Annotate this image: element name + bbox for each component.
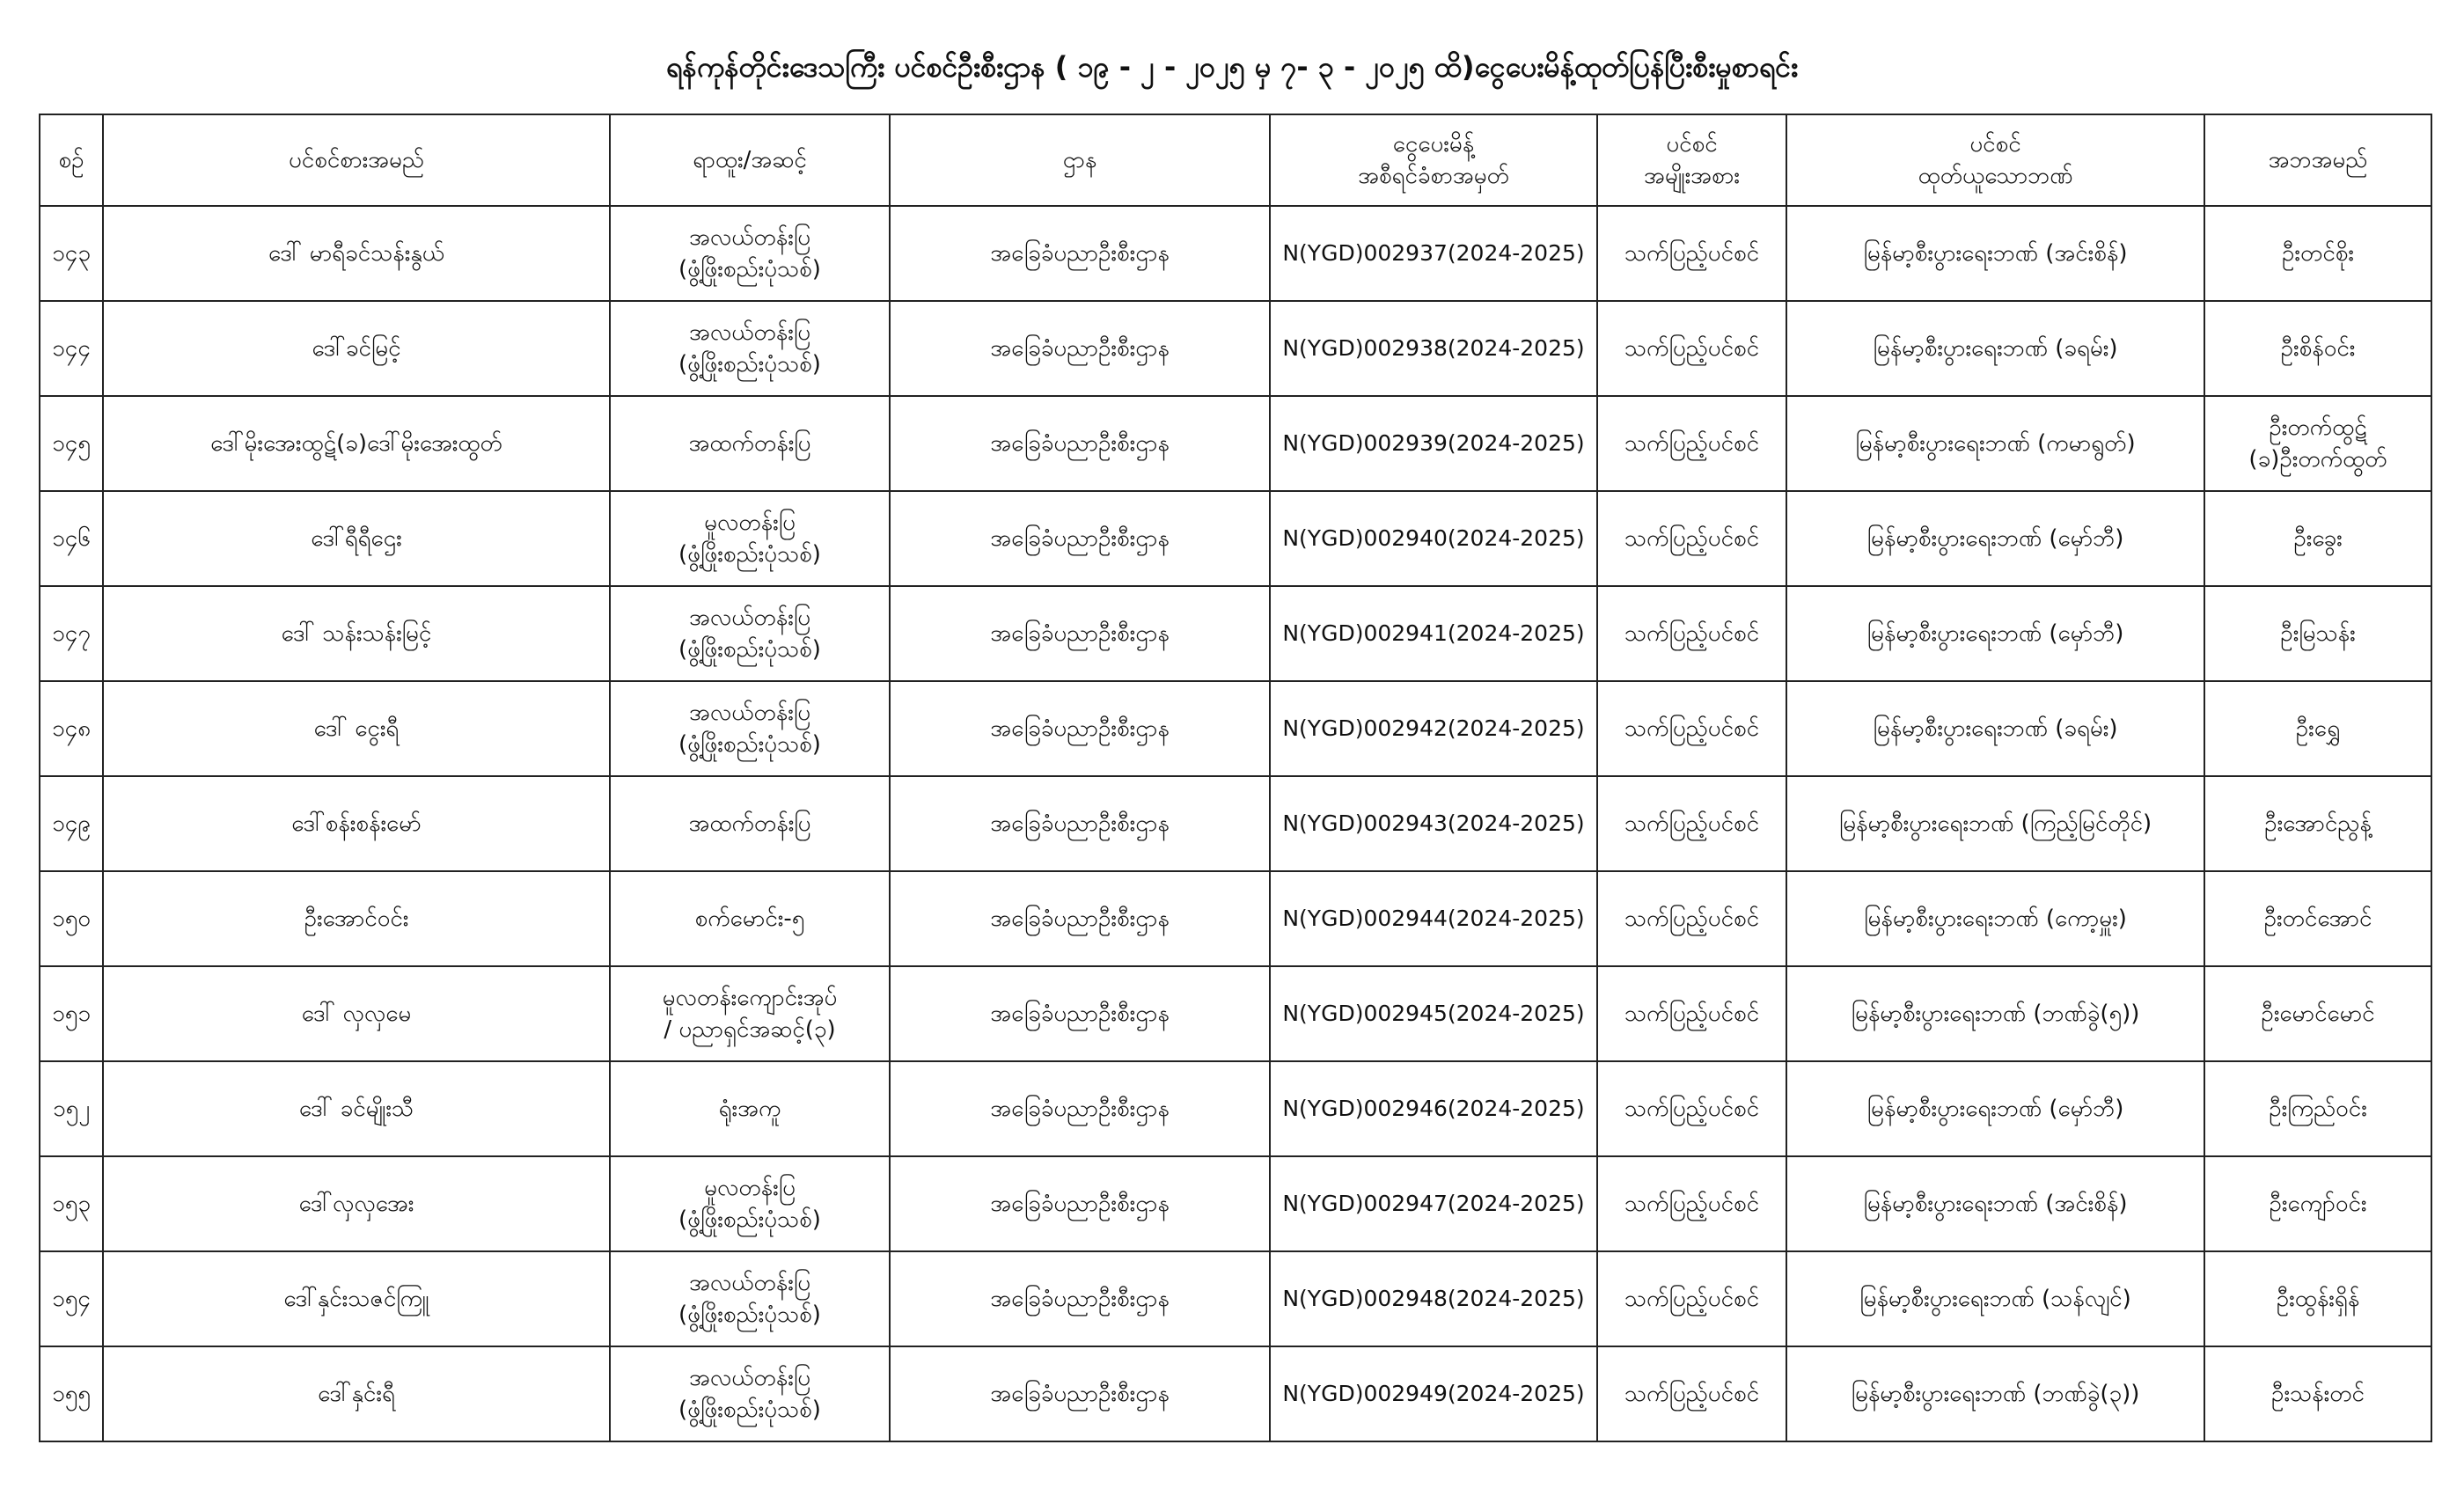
serial-cell: ၁၄၆ bbox=[40, 491, 103, 586]
table-row bbox=[40, 491, 2431, 586]
department-cell: အခြေခံပညာဦးစီးဌာန bbox=[890, 966, 1270, 1061]
serial-cell: ၁၄၈ bbox=[40, 681, 103, 776]
position-cell: မူလတန်းပြ (ဖွံ့ဖြိုးစည်းပုံသစ်) bbox=[610, 1156, 890, 1251]
pension-type-cell: သက်ပြည့်ပင်စင် bbox=[1597, 681, 1786, 776]
order-number-cell: N(YGD)002944(2024-2025) bbox=[1270, 871, 1597, 966]
department-cell: အခြေခံပညာဦးစီးဌာန bbox=[890, 206, 1270, 301]
header-position: ရာထူး/အဆင့် bbox=[610, 114, 890, 206]
bank-cell: မြန်မာ့စီးပွားရေးဘဏ် (သန်လျင်) bbox=[1786, 1251, 2204, 1346]
serial-cell: ၁၅၂ bbox=[40, 1061, 103, 1156]
serial-cell: ၁၅၄ bbox=[40, 1251, 103, 1346]
department-cell: အခြေခံပညာဦးစီးဌာန bbox=[890, 1346, 1270, 1441]
pension-type-cell: သက်ပြည့်ပင်စင် bbox=[1597, 1346, 1786, 1441]
bank-cell: မြန်မာ့စီးပွားရေးဘဏ် (မှော်ဘီ) bbox=[1786, 1061, 2204, 1156]
father-name-cell: ဦးစိန်ဝင်း bbox=[2204, 301, 2431, 396]
father-name-cell: ဦးခွေး bbox=[2204, 491, 2431, 586]
order-number-cell: N(YGD)002947(2024-2025) bbox=[1270, 1156, 1597, 1251]
header-pensioner-name: ပင်စင်စားအမည် bbox=[103, 114, 610, 206]
pensioner-name-cell: ဒေါ် ငွေးရီ bbox=[103, 681, 610, 776]
bank-cell: မြန်မာ့စီးပွားရေးဘဏ် (ဘဏ်ခွဲ(၃)) bbox=[1786, 1346, 2204, 1441]
father-name-cell: ဦးထွန်းရှိန် bbox=[2204, 1251, 2431, 1346]
position-cell: အလယ်တန်းပြ (ဖွံ့ဖြိုးစည်းပုံသစ်) bbox=[610, 586, 890, 681]
bank-cell: မြန်မာ့စီးပွားရေးဘဏ် (ကြည့်မြင်တိုင်) bbox=[1786, 776, 2204, 871]
father-name-cell: ဦးကျော်ဝင်း bbox=[2204, 1156, 2431, 1251]
father-name-cell: ဦးမောင်မောင် bbox=[2204, 966, 2431, 1061]
department-cell: အခြေခံပညာဦးစီးဌာန bbox=[890, 681, 1270, 776]
order-number-cell: N(YGD)002937(2024-2025) bbox=[1270, 206, 1597, 301]
pensioner-name-cell: ဒေါ် မာရီခင်သန်းနွယ် bbox=[103, 206, 610, 301]
department-cell: အခြေခံပညာဦးစီးဌာန bbox=[890, 301, 1270, 396]
pensioner-name-cell: ဒေါ်စန်းစန်းမော် bbox=[103, 776, 610, 871]
table-row bbox=[40, 1346, 2431, 1441]
table-row bbox=[40, 1061, 2431, 1156]
bank-cell: မြန်မာ့စီးပွားရေးဘဏ် (မှော်ဘီ) bbox=[1786, 491, 2204, 586]
pension-type-cell: သက်ပြည့်ပင်စင် bbox=[1597, 586, 1786, 681]
table-row bbox=[40, 1156, 2431, 1251]
pensioner-name-cell: ဒေါ်မိုးအေးထွဋ်(ခ)ဒေါ်မိုးအေးထွတ် bbox=[103, 396, 610, 491]
father-name-cell: ဦးတင်အောင် bbox=[2204, 871, 2431, 966]
bank-cell: မြန်မာ့စီးပွားရေးဘဏ် (ဘဏ်ခွဲ(၅)) bbox=[1786, 966, 2204, 1061]
position-cell: ရုံးအကူ bbox=[610, 1061, 890, 1156]
serial-cell: ၁၅၁ bbox=[40, 966, 103, 1061]
pensioner-name-cell: ဒေါ်နှင်းရီ bbox=[103, 1346, 610, 1441]
pensioner-name-cell: ဒေါ် သန်းသန်းမြင့် bbox=[103, 586, 610, 681]
position-cell: မူလတန်းပြ (ဖွံ့ဖြိုးစည်းပုံသစ်) bbox=[610, 491, 890, 586]
order-number-cell: N(YGD)002948(2024-2025) bbox=[1270, 1251, 1597, 1346]
serial-cell: ၁၄၅ bbox=[40, 396, 103, 491]
order-number-cell: N(YGD)002945(2024-2025) bbox=[1270, 966, 1597, 1061]
pension-type-cell: သက်ပြည့်ပင်စင် bbox=[1597, 491, 1786, 586]
table-row bbox=[40, 206, 2431, 301]
pensioner-name-cell: ဒေါ်ရီရီဌေး bbox=[103, 491, 610, 586]
bank-cell: မြန်မာ့စီးပွားရေးဘဏ် (အင်းစိန်) bbox=[1786, 1156, 2204, 1251]
header-order-number: ငွေပေးမိန့် အစီရင်ခံစာအမှတ် bbox=[1270, 114, 1597, 206]
pension-type-cell: သက်ပြည့်ပင်စင် bbox=[1597, 1156, 1786, 1251]
father-name-cell: ဦးမြသန်း bbox=[2204, 586, 2431, 681]
pension-type-cell: သက်ပြည့်ပင်စင် bbox=[1597, 301, 1786, 396]
table-row bbox=[40, 396, 2431, 491]
bank-cell: မြန်မာ့စီးပွားရေးဘဏ် (ခရမ်း) bbox=[1786, 681, 2204, 776]
bank-cell: မြန်မာ့စီးပွားရေးဘဏ် (ခရမ်း) bbox=[1786, 301, 2204, 396]
father-name-cell: ဦးတင်စိုး bbox=[2204, 206, 2431, 301]
position-cell: အထက်တန်းပြ bbox=[610, 396, 890, 491]
serial-cell: ၁၅၀ bbox=[40, 871, 103, 966]
table-row bbox=[40, 871, 2431, 966]
department-cell: အခြေခံပညာဦးစီးဌာန bbox=[890, 1251, 1270, 1346]
pensioner-name-cell: ဒေါ်နှင်းသဇင်ကြူ bbox=[103, 1251, 610, 1346]
father-name-cell: ဦးကြည်ဝင်း bbox=[2204, 1061, 2431, 1156]
department-cell: အခြေခံပညာဦးစီးဌာန bbox=[890, 491, 1270, 586]
pensioner-name-cell: ဒေါ် ခင်မျိုးသီ bbox=[103, 1061, 610, 1156]
table-row bbox=[40, 1251, 2431, 1346]
order-number-cell: N(YGD)002941(2024-2025) bbox=[1270, 586, 1597, 681]
table-row bbox=[40, 776, 2431, 871]
pension-table bbox=[39, 114, 2432, 1442]
serial-cell: ၁၅၃ bbox=[40, 1156, 103, 1251]
order-number-cell: N(YGD)002942(2024-2025) bbox=[1270, 681, 1597, 776]
table-row bbox=[40, 301, 2431, 396]
order-number-cell: N(YGD)002946(2024-2025) bbox=[1270, 1061, 1597, 1156]
pensioner-name-cell: ဒေါ်ခင်မြင့် bbox=[103, 301, 610, 396]
serial-cell: ၁၄၃ bbox=[40, 206, 103, 301]
header-pension-type: ပင်စင် အမျိုးအစား bbox=[1597, 114, 1786, 206]
pension-type-cell: သက်ပြည့်ပင်စင် bbox=[1597, 1061, 1786, 1156]
pensioner-name-cell: ဒေါ်လှလှအေး bbox=[103, 1156, 610, 1251]
bank-cell: မြန်မာ့စီးပွားရေးဘဏ် (ကော့မှူး) bbox=[1786, 871, 2204, 966]
pensioner-name-cell: ဦးအောင်ဝင်း bbox=[103, 871, 610, 966]
position-cell: အထက်တန်းပြ bbox=[610, 776, 890, 871]
header-bank: ပင်စင် ထုတ်ယူသောဘဏ် bbox=[1786, 114, 2204, 206]
bank-cell: မြန်မာ့စီးပွားရေးဘဏ် (မှော်ဘီ) bbox=[1786, 586, 2204, 681]
table-header-row bbox=[40, 114, 2431, 206]
order-number-cell: N(YGD)002949(2024-2025) bbox=[1270, 1346, 1597, 1441]
order-number-cell: N(YGD)002943(2024-2025) bbox=[1270, 776, 1597, 871]
pensioner-name-cell: ဒေါ် လှလှမေ bbox=[103, 966, 610, 1061]
department-cell: အခြေခံပညာဦးစီးဌာန bbox=[890, 871, 1270, 966]
position-cell: အလယ်တန်းပြ (ဖွံ့ဖြိုးစည်းပုံသစ်) bbox=[610, 206, 890, 301]
pension-type-cell: သက်ပြည့်ပင်စင် bbox=[1597, 966, 1786, 1061]
father-name-cell: ဦးသန်းတင် bbox=[2204, 1346, 2431, 1441]
department-cell: အခြေခံပညာဦးစီးဌာန bbox=[890, 776, 1270, 871]
serial-cell: ၁၄၄ bbox=[40, 301, 103, 396]
table-row bbox=[40, 966, 2431, 1061]
table-body bbox=[40, 206, 2431, 1441]
department-cell: အခြေခံပညာဦးစီးဌာန bbox=[890, 586, 1270, 681]
father-name-cell: ဦးရွှေ bbox=[2204, 681, 2431, 776]
order-number-cell: N(YGD)002939(2024-2025) bbox=[1270, 396, 1597, 491]
table-row bbox=[40, 681, 2431, 776]
serial-cell: ၁၅၅ bbox=[40, 1346, 103, 1441]
position-cell: အလယ်တန်းပြ (ဖွံ့ဖြိုးစည်းပုံသစ်) bbox=[610, 1251, 890, 1346]
page-title: ရန်ကုန်တိုင်းဒေသကြီး ပင်စင်ဦးစီးဌာန ( ၁၉ - ၂ - ၂၀၂၅ မှ ၇- ၃ - ၂၀၂၅ ထိ)ငွေပေးမိန့်ထုတ်ပြန်ပြီးစီးမှုစာရင်း bbox=[665, 50, 1799, 84]
department-cell: အခြေခံပညာဦးစီးဌာန bbox=[890, 1156, 1270, 1251]
serial-cell: ၁၄၉ bbox=[40, 776, 103, 871]
position-cell: အလယ်တန်းပြ (ဖွံ့ဖြိုးစည်းပုံသစ်) bbox=[610, 681, 890, 776]
position-cell: အလယ်တန်းပြ (ဖွံ့ဖြိုးစည်းပုံသစ်) bbox=[610, 301, 890, 396]
pension-type-cell: သက်ပြည့်ပင်စင် bbox=[1597, 396, 1786, 491]
father-name-cell: ဦးအောင်ညွန့် bbox=[2204, 776, 2431, 871]
header-serial: စဉ် bbox=[40, 114, 103, 206]
department-cell: အခြေခံပညာဦးစီးဌာန bbox=[890, 396, 1270, 491]
header-department: ဌာန bbox=[890, 114, 1270, 206]
bank-cell: မြန်မာ့စီးပွားရေးဘဏ် (အင်းစိန်) bbox=[1786, 206, 2204, 301]
order-number-cell: N(YGD)002938(2024-2025) bbox=[1270, 301, 1597, 396]
table-row bbox=[40, 586, 2431, 681]
position-cell: အလယ်တန်းပြ (ဖွံ့ဖြိုးစည်းပုံသစ်) bbox=[610, 1346, 890, 1441]
serial-cell: ၁၄၇ bbox=[40, 586, 103, 681]
father-name-cell: ဦးတက်ထွဋ် (ခ)ဦးတက်ထွတ် bbox=[2204, 396, 2431, 491]
pension-table-container bbox=[39, 114, 2431, 1442]
order-number-cell: N(YGD)002940(2024-2025) bbox=[1270, 491, 1597, 586]
position-cell: စက်မောင်း-၅ bbox=[610, 871, 890, 966]
pension-type-cell: သက်ပြည့်ပင်စင် bbox=[1597, 776, 1786, 871]
pension-type-cell: သက်ပြည့်ပင်စင် bbox=[1597, 206, 1786, 301]
header-father-name: အဘအမည် bbox=[2204, 114, 2431, 206]
bank-cell: မြန်မာ့စီးပွားရေးဘဏ် (ကမာရွတ်) bbox=[1786, 396, 2204, 491]
pension-type-cell: သက်ပြည့်ပင်စင် bbox=[1597, 1251, 1786, 1346]
pension-type-cell: သက်ပြည့်ပင်စင် bbox=[1597, 871, 1786, 966]
department-cell: အခြေခံပညာဦးစီးဌာန bbox=[890, 1061, 1270, 1156]
position-cell: မူလတန်းကျောင်းအုပ် / ပညာရှင်အဆင့်(၃) bbox=[610, 966, 890, 1061]
